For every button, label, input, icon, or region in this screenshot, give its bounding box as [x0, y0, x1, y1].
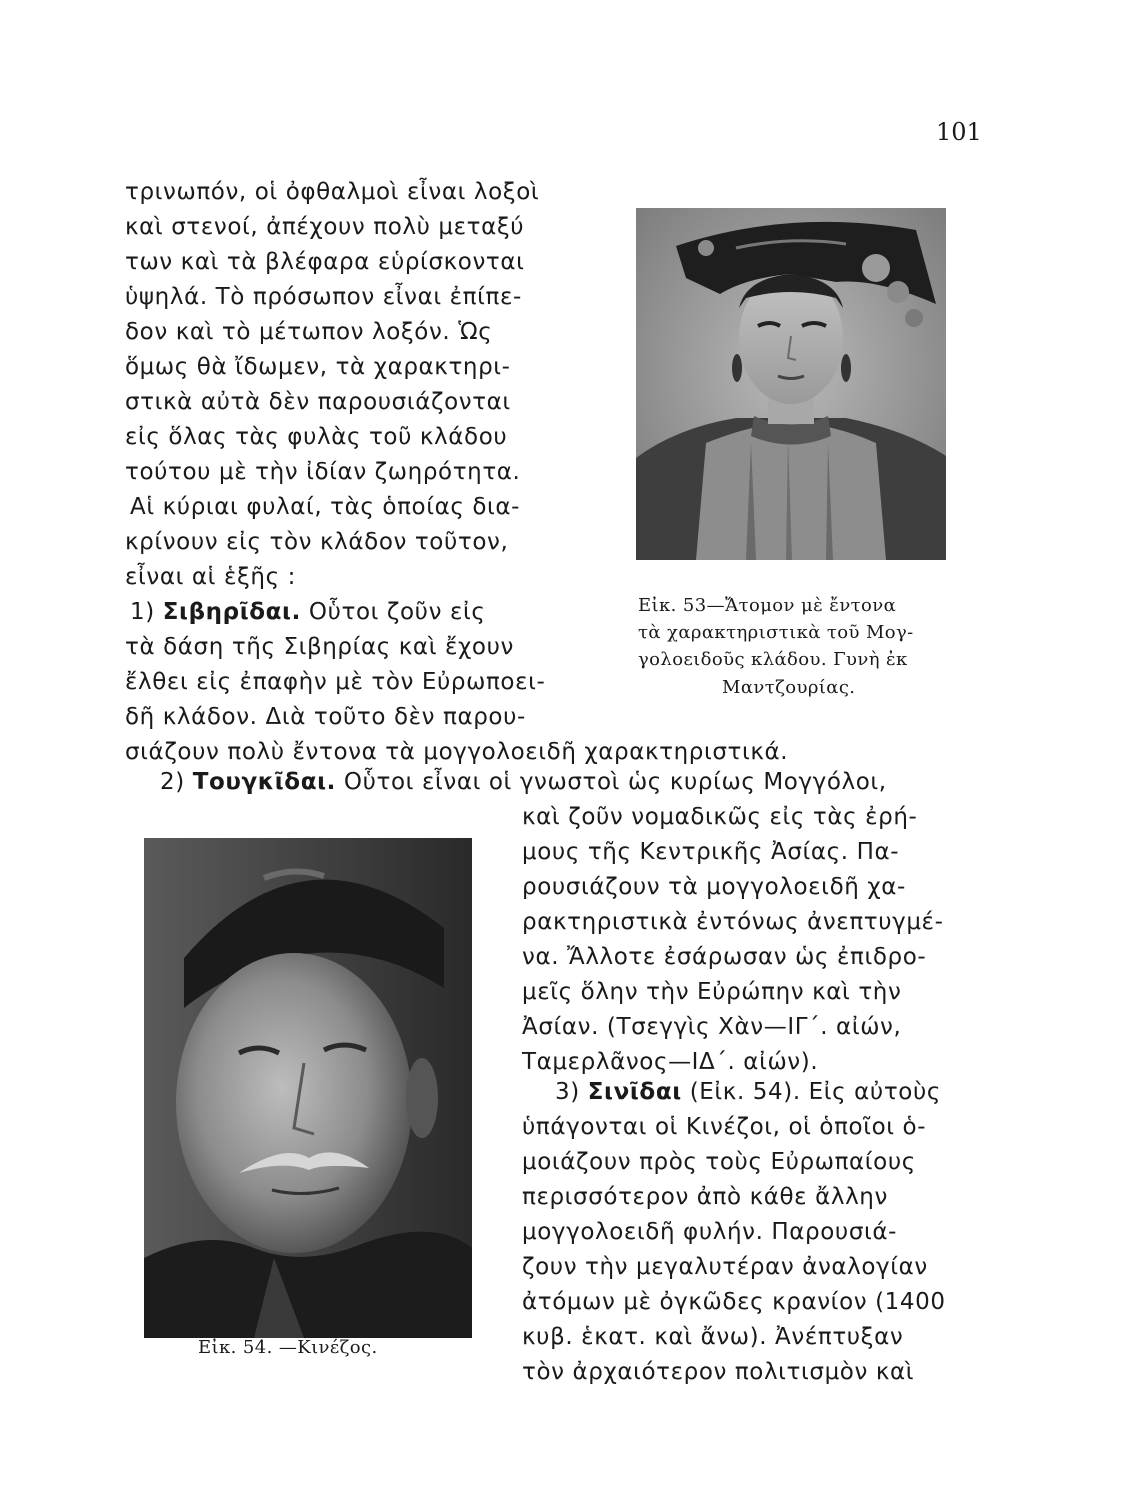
text-line: μεῖς ὅλην τὴν Εὐρώπην καὶ τὴν: [522, 979, 902, 1005]
text-run: Οὗτοι εἶναι οἱ γνωστοὶ ὡς κυρίως Μογγόλοι,: [336, 769, 887, 795]
text-line: ὑπάγονται οἱ Κινέζοι, οἱ ὁποῖοι ὁ-: [522, 1114, 927, 1140]
text-line: Αἱ κύριαι φυλαί, τὰς ὁποίας δια-: [130, 494, 521, 520]
text-line: ἀτόμων μὲ ὀγκῶδες κρανίον (1400: [522, 1289, 946, 1315]
text-line: ρουσιάζουν τὰ μογγολοειδῆ χα-: [522, 874, 906, 900]
text-line: ἔλθει εἰς ἐπαφὴν μὲ τὸν Εὐρωποει-: [125, 669, 546, 695]
text-run: (Εἰκ. 54). Εἰς αὐτοὺς: [681, 1079, 941, 1105]
text-line: κρίνουν εἰς τὸν κλάδον τοῦτον,: [125, 529, 509, 555]
section-heading: Σινῖδαι: [587, 1079, 682, 1105]
figure-53-caption-line: Μαντζουρίας.: [722, 677, 856, 698]
text-line: τὰ δάση τῆς Σιβηρίας καὶ ἔχουν: [125, 634, 514, 660]
figure-54-photo: [144, 838, 472, 1338]
text-line: να. Ἄλλοτε ἐσάρωσαν ὡς ἐπιδρο-: [522, 944, 927, 970]
text-line: εἶναι αἱ ἑξῆς :: [125, 564, 296, 590]
section-heading: Τουγκῖδαι.: [192, 769, 337, 795]
item-number: 3): [555, 1079, 588, 1105]
man-portrait-image: [144, 838, 472, 1338]
item-number: 1): [130, 599, 163, 625]
text-line: καὶ στενοί, ἀπέχουν πολὺ μεταξύ: [125, 214, 525, 240]
text-line: ρακτηριστικὰ ἐντόνως ἀνεπτυγμέ-: [522, 909, 944, 935]
text-line: Ἀσίαν. (Τσεγγὶς Χὰν—ΙΓ΄. αἰών,: [522, 1014, 902, 1040]
text-line: δον καὶ τὸ μέτωπον λοξόν. Ὡς: [125, 319, 493, 345]
page-number: 101: [936, 118, 982, 146]
section-heading: Σιβηρῖδαι.: [162, 599, 301, 625]
text-line: μογγολοειδῆ φυλήν. Παρουσιά-: [522, 1219, 898, 1245]
text-line: ὅμως θὰ ἴδωμεν, τὰ χαρακτηρι-: [125, 354, 511, 380]
section-siberidae: [130, 595, 485, 629]
figure-53-caption-line: γολοειδοῦς κλάδου. Γυνὴ ἐκ: [638, 649, 908, 670]
text-line: καὶ ζοῦν νομαδικῶς εἰς τὰς ἐρή-: [522, 804, 918, 830]
text-run: Οὗτοι ζοῦν εἰς: [300, 599, 486, 625]
text-line: τρινωπόν, οἱ ὀφθαλμοὶ εἶναι λοξοὶ: [125, 179, 540, 205]
figure-53-caption-line: τὰ χαρακτηριστικὰ τοῦ Μογ-: [638, 622, 914, 643]
text-line: δῆ κλάδον. Διὰ τοῦτο δὲν παρου-: [125, 704, 526, 730]
text-line: μοιάζουν πρὸς τοὺς Εὐρωπαίους: [522, 1149, 916, 1175]
text-line: τούτου μὲ τὴν ἰδίαν ζωηρότητα.: [125, 459, 521, 485]
text-line: σιάζουν πολὺ ἔντονα τὰ μογγολοειδῆ χαρακτηριστικά.: [125, 739, 789, 765]
text-line: των καὶ τὰ βλέφαρα εὑρίσκονται: [125, 249, 525, 275]
text-line: τὸν ἀρχαιότερον πολιτισμὸν καὶ: [522, 1359, 915, 1385]
text-line: ζουν τὴν μεγαλυτέραν ἀναλογίαν: [522, 1254, 928, 1280]
figure-53-caption-line: Εἰκ. 53—Ἄτομον μὲ ἔντονα: [638, 595, 897, 616]
text-line: ὑψηλά. Τὸ πρόσωπον εἶναι ἐπίπε-: [125, 284, 522, 310]
item-number: 2): [160, 769, 193, 795]
text-line: περισσότερον ἀπὸ κάθε ἄλλην: [522, 1184, 888, 1210]
woman-portrait-image: [636, 208, 946, 560]
text-line: στικὰ αὐτὰ δὲν παρουσιάζονται: [125, 389, 511, 415]
text-line: Ταμερλᾶνος—ΙΔ΄. αἰών).: [522, 1049, 819, 1075]
text-line: εἰς ὅλας τὰς φυλὰς τοῦ κλάδου: [125, 424, 508, 450]
figure-53-photo: [636, 208, 946, 560]
section-sinidae: [555, 1075, 941, 1109]
section-tungidae: [160, 765, 887, 799]
figure-54-caption: Εἰκ. 54. —Κινέζος.: [198, 1337, 378, 1358]
text-line: μους τῆς Κεντρικῆς Ἀσίας. Πα-: [522, 839, 900, 865]
text-line: κυβ. ἑκατ. καὶ ἄνω). Ἀνέπτυξαν: [522, 1324, 904, 1350]
